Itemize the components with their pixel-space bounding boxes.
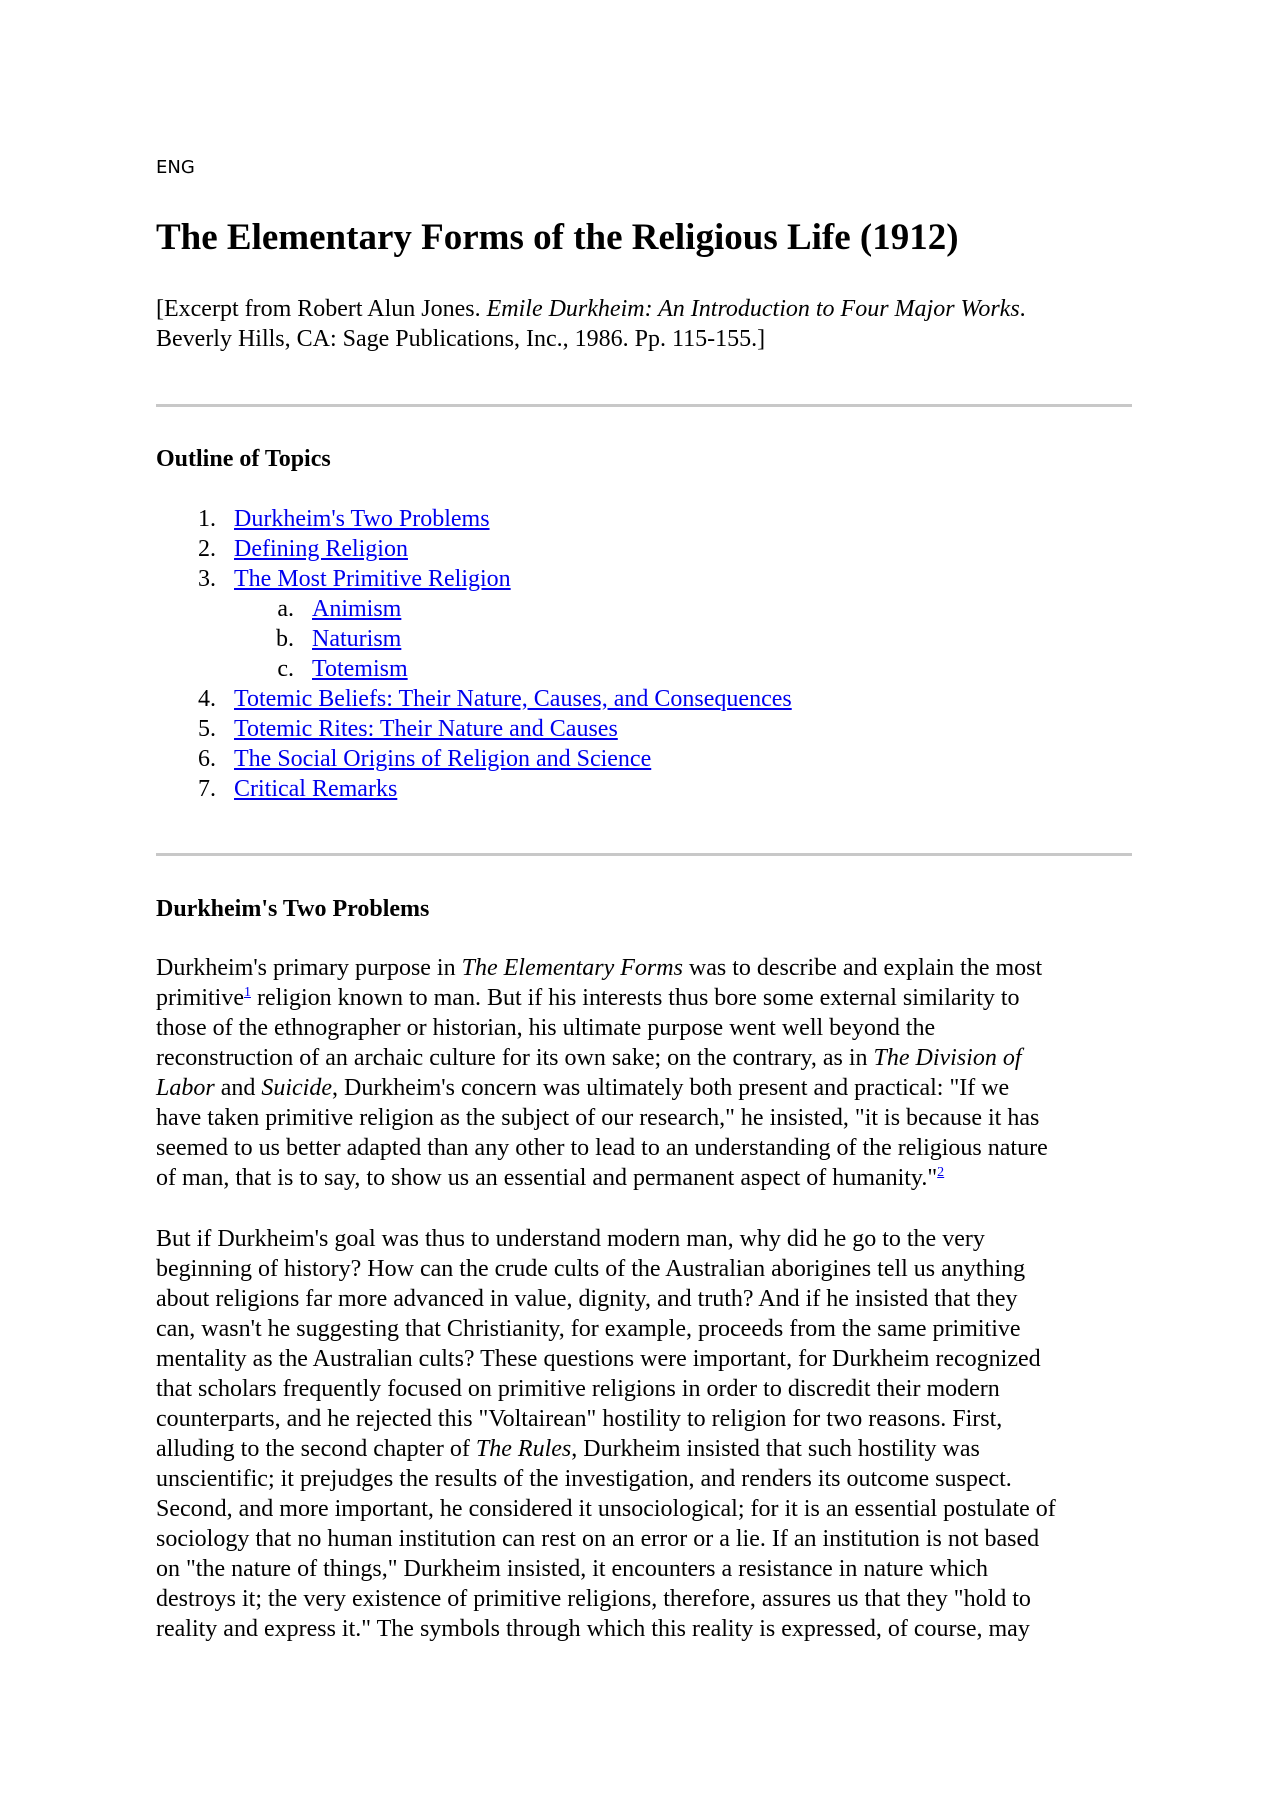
text-line: beginning of history? How can the crude cults of the Australian aborigines tell us anything [156, 1256, 1026, 1282]
text-line [156, 1043, 1132, 1073]
divider-middle [156, 853, 1132, 856]
body-paragraph-1 [156, 953, 1132, 1193]
footnote-ref [244, 985, 251, 1000]
excerpt-prefix: [Excerpt from Robert Alun Jones. [156, 296, 487, 322]
text-run: alluding to the second chapter of [156, 1436, 476, 1462]
outline-heading: Outline of Topics [156, 446, 331, 472]
outline-link-critical-remarks[interactable]: Critical Remarks [234, 776, 398, 802]
italic-title: Labor [156, 1075, 215, 1101]
excerpt-suffix: . [1019, 296, 1026, 322]
body-paragraph-2 [156, 1224, 1132, 1644]
outline-number: 5. [198, 716, 216, 742]
outline-number: 1. [198, 506, 216, 532]
text-line [156, 1073, 1132, 1103]
text-line: that scholars frequently focused on primitive religions in order to discredit their modern [156, 1376, 1000, 1402]
text-run: , Durkheim's concern was ultimately both present and practical: "If we [331, 1075, 1010, 1101]
text-line: Second, and more important, he considered it unsociological; for it is an essential postulate of [156, 1496, 1056, 1522]
outline-link-animism[interactable]: Animism [312, 596, 402, 622]
outline-number: 4. [198, 686, 216, 712]
outline-link-two-problems[interactable]: Durkheim's Two Problems [234, 506, 490, 532]
excerpt-book-title: Emile Durkheim: An Introduction to Four Major Works [486, 296, 1020, 322]
text-line [156, 983, 1132, 1013]
text-run: was to describe and explain the most [682, 955, 1043, 981]
outline-link-totemic-rites[interactable]: Totemic Rites: Their Nature and Causes [234, 716, 618, 742]
footnote-link-2[interactable]: 2 [937, 1165, 945, 1180]
text-line: counterparts, and he rejected this "Voltairean" hostility to religion for two reasons. First, [156, 1406, 1003, 1432]
outline-link-defining-religion[interactable]: Defining Religion [234, 536, 408, 562]
outline-number: 2. [198, 536, 216, 562]
footnote-ref [937, 1165, 944, 1180]
italic-title: The Elementary Forms [461, 955, 683, 981]
text-line [156, 1434, 1132, 1464]
italic-title: The Rules [475, 1436, 572, 1462]
text-line: sociology that no human institution can rest on an error or a lie. If an institution is not based [156, 1526, 1040, 1552]
text-line: seemed to us better adapted than any other to lead to an understanding of the religious nature [156, 1135, 1048, 1161]
outline-link-primitive-religion[interactable]: The Most Primitive Religion [234, 566, 511, 592]
text-line [156, 1163, 1132, 1193]
section-heading: Durkheim's Two Problems [156, 896, 430, 922]
outline-link-totemism[interactable]: Totemism [312, 656, 408, 682]
excerpt-citation [156, 294, 1132, 354]
outline-letter: b. [276, 626, 294, 652]
text-line: reality and express it." The symbols through which this reality is expressed, of course, may [156, 1616, 1030, 1642]
text-line: can, wasn't he suggesting that Christianity, for example, proceeds from the same primitive [156, 1316, 1021, 1342]
text-line: on "the nature of things," Durkheim insisted, it encounters a resistance in nature which [156, 1556, 989, 1582]
outline-link-naturism[interactable]: Naturism [312, 626, 402, 652]
text-run: primitive [156, 985, 244, 1011]
outline-link-totemic-beliefs[interactable]: Totemic Beliefs: Their Nature, Causes, and Consequences [234, 686, 792, 712]
text-line [156, 953, 1132, 983]
text-line: about religions far more advanced in value, dignity, and truth? And if he insisted that they [156, 1286, 1018, 1312]
outline-number: 3. [198, 566, 216, 592]
excerpt-publisher: Beverly Hills, CA: Sage Publications, Inc., 1986. Pp. 115-155.] [156, 326, 766, 352]
text-line: unscientific; it prejudges the results of the investigation, and renders its outcome suspect. [156, 1466, 1012, 1492]
page-title: The Elementary Forms of the Religious Life (1912) [156, 217, 959, 258]
divider-top [156, 404, 1132, 407]
text-line: have taken primitive religion as the subject of our research," he insisted, "it is because it has [156, 1105, 1040, 1131]
outline-number: 6. [198, 746, 216, 772]
text-line: destroys it; the very existence of primitive religions, therefore, assures us that they "hold to [156, 1586, 1031, 1612]
text-line: those of the ethnographer or historian, his ultimate purpose went well beyond the [156, 1015, 936, 1041]
text-run: reconstruction of an archaic culture for its own sake; on the contrary, as in [156, 1045, 874, 1071]
outline-letter: a. [277, 596, 294, 622]
footnote-link-1[interactable]: 1 [243, 985, 251, 1000]
text-run: , Durkheim insisted that such hostility was [571, 1436, 980, 1462]
outline-letter: c. [277, 656, 294, 682]
text-run: of man, that is to say, to show us an essential and permanent aspect of humanity." [156, 1165, 938, 1191]
language-tag: ENG [156, 157, 195, 178]
outline-link-social-origins[interactable]: The Social Origins of Religion and Science [234, 746, 652, 772]
italic-title: The Division of [873, 1045, 1022, 1071]
outline-number: 7. [198, 776, 216, 802]
text-run: religion known to man. But if his interests thus bore some external similarity to [250, 985, 1020, 1011]
text-run: and [214, 1075, 262, 1101]
italic-title: Suicide [261, 1075, 332, 1101]
text-line: But if Durkheim's goal was thus to understand modern man, why did he go to the very [156, 1226, 985, 1252]
text-line: mentality as the Australian cults? These questions were important, for Durkheim recognized [156, 1346, 1041, 1372]
text-run: Durkheim's primary purpose in [156, 955, 462, 981]
